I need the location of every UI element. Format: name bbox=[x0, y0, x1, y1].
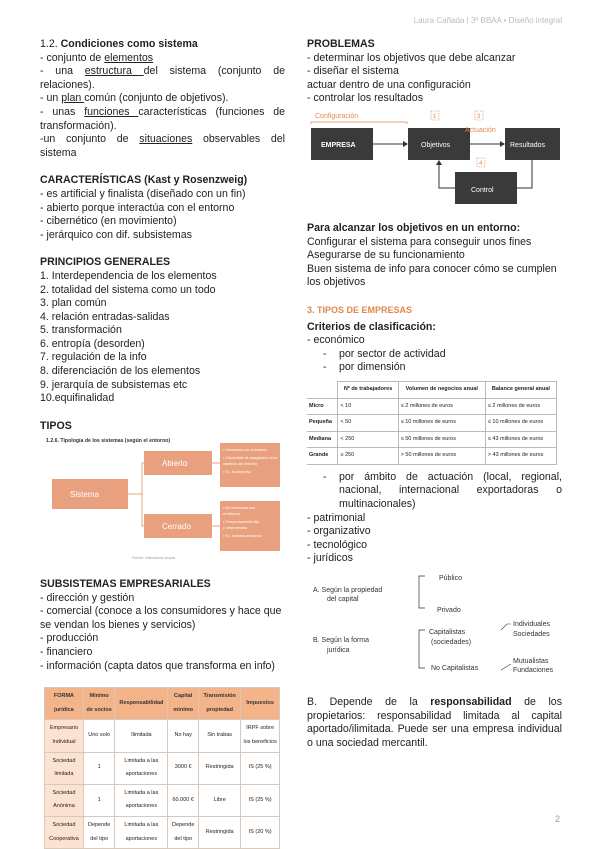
text: - un bbox=[40, 92, 62, 105]
list-item: Buen sistema de info para conocer cómo se cumplen los objetivos bbox=[307, 262, 557, 289]
list-item: - producción bbox=[40, 632, 99, 645]
table-cell: Depende del tipo bbox=[168, 816, 199, 848]
list-item: 3. plan común bbox=[40, 297, 107, 310]
section-title: SUBSISTEMAS EMPRESARIALES bbox=[40, 578, 211, 591]
text: del sistema (conjunto de relaciones). bbox=[40, 65, 285, 91]
table-cell: ≥ 250 bbox=[338, 448, 398, 465]
list-item: - patrimonial bbox=[307, 511, 366, 524]
table-cell: Limitada a las aportaciones bbox=[115, 784, 168, 816]
section-tipos bbox=[40, 420, 285, 566]
table-cell: IS (25 %) bbox=[241, 752, 280, 784]
section-title-text: Condiciones como sistema bbox=[60, 38, 198, 50]
list-item: 10.equifinalidad bbox=[40, 392, 115, 405]
table-cell: IRPF sobre los beneficios bbox=[241, 720, 280, 752]
list-item: 9. jerarquía de subsistemas etc bbox=[40, 378, 188, 391]
sociedades-paren-label: (sociedades) bbox=[431, 639, 472, 647]
column-header: FORMA jurídica bbox=[45, 688, 84, 720]
table-cell: Sociedad Anónima bbox=[45, 784, 84, 816]
section-principios bbox=[40, 256, 285, 406]
condition-item bbox=[40, 52, 285, 66]
column-header: Transmisión propiedad bbox=[199, 688, 241, 720]
text: - una bbox=[40, 65, 85, 78]
cerrado-note-line: • Comportamiento fijo bbox=[223, 520, 260, 525]
cerrado-note-line: • Ej.: sistema mecánico bbox=[223, 534, 263, 539]
table-cell: ≤ 43 millones de euros bbox=[485, 431, 556, 448]
cerrado-label: Cerrado bbox=[162, 522, 191, 532]
table-cell: > 43 millones de euros bbox=[485, 448, 556, 465]
text: común (conjunto de objetivos). bbox=[84, 92, 229, 105]
mutualistas-label: Mutualistas bbox=[513, 658, 549, 666]
list-item: 6. entropía (desorden) bbox=[40, 337, 145, 350]
step-number: 1 bbox=[433, 113, 437, 120]
table-header-row bbox=[45, 688, 280, 720]
column-header: Nº de trabajadores bbox=[338, 381, 398, 398]
list-item: 1. Interdependencia de los elementos bbox=[40, 269, 217, 282]
sub-item bbox=[307, 361, 562, 375]
actuacion-label: Actuación bbox=[465, 126, 496, 134]
no-capitalistas-label: No Capitalistas bbox=[431, 665, 479, 673]
column-header: Mínimo de socios bbox=[83, 688, 114, 720]
column-header bbox=[307, 381, 338, 398]
size-table bbox=[307, 381, 557, 465]
abierto-note-line: cambios del entorno bbox=[223, 462, 258, 467]
underlined-term: funciones bbox=[84, 105, 139, 118]
section-title: TIPOS bbox=[40, 419, 72, 432]
table-cell: Restringida bbox=[199, 816, 241, 848]
table-cell: IS (20 %) bbox=[241, 816, 280, 848]
text: de los propietarios: responsabilidad limitada al capital aportado/ilimitada. Puede ser una empresa individual o una sociedad mercantil. bbox=[307, 696, 562, 749]
abierto-note-line: • Interactúa con el entorno bbox=[223, 448, 268, 453]
list-item: 5. transformación bbox=[40, 324, 122, 337]
section-title: PRINCIPIOS GENERALES bbox=[40, 256, 171, 269]
page-number: 2 bbox=[554, 814, 560, 824]
text: - unas bbox=[40, 105, 85, 118]
list-item: 7. regulación de la info bbox=[40, 351, 147, 364]
diagram-caption: 1.2.6. Tipología de los sistemas (según el entorno) bbox=[46, 438, 171, 445]
list-item: - dirección y gestión bbox=[40, 591, 135, 604]
page-header: Laura Cañada | 3º BBAA • Diseño integral bbox=[413, 16, 562, 25]
list-item: - determinar los objetivos que debe alcanzar bbox=[307, 51, 516, 64]
table-cell: Libre bbox=[199, 784, 241, 816]
responsabilidad-paragraph bbox=[307, 696, 562, 750]
table-cell: ≤ 2 millones de euros bbox=[398, 398, 485, 415]
table-row bbox=[45, 720, 280, 752]
table-cell: ≤ 50 millones de euros bbox=[398, 431, 485, 448]
condition-item bbox=[40, 92, 285, 106]
table-cell: Ilimitada bbox=[115, 720, 168, 752]
list-item: - diseñar el sistema bbox=[307, 65, 399, 78]
list-item: actuar dentro de una configuración bbox=[307, 78, 471, 91]
list-item: Configurar el sistema para conseguir unos fines bbox=[307, 235, 532, 248]
list-item: - económico bbox=[307, 334, 365, 347]
underlined-term: estructura bbox=[84, 65, 144, 78]
column-header: Balance general anual bbox=[485, 381, 556, 398]
table-row bbox=[307, 448, 557, 465]
table-cell: Restringida bbox=[199, 752, 241, 784]
fundaciones-label: Fundaciones bbox=[513, 667, 554, 675]
list-item: - controlar los resultados bbox=[307, 92, 423, 105]
connector-bottom bbox=[128, 494, 144, 526]
table-cell: Sociedad limitada bbox=[45, 752, 84, 784]
arrowhead bbox=[436, 160, 442, 165]
legal-form-diagram bbox=[307, 568, 562, 684]
arrowhead bbox=[403, 141, 408, 147]
section-number: 1.2. bbox=[40, 38, 61, 50]
sistema-label: Sistema bbox=[70, 490, 99, 500]
bold-term: responsabilidad bbox=[430, 696, 512, 709]
list-item: - cibernético (en movimiento) bbox=[40, 215, 177, 228]
section-problemas bbox=[307, 38, 562, 106]
brace-b bbox=[419, 630, 425, 668]
table-cell: ≤ 2 millones de euros bbox=[485, 398, 556, 415]
underlined-term: plan bbox=[61, 92, 85, 105]
section-tipos-empresas bbox=[307, 304, 562, 566]
right-column bbox=[307, 38, 562, 750]
step-number: 4 bbox=[479, 160, 483, 167]
sub-item-text: por ámbito de actuación (local, regional, nacional, internacional exportadoras o multinacionales) bbox=[339, 470, 562, 511]
table-cell: Limitada a las aportaciones bbox=[115, 752, 168, 784]
condition-item bbox=[40, 106, 285, 133]
table-cell: Sociedad Cooperativa bbox=[45, 816, 84, 848]
sub-item-text: por sector de actividad bbox=[339, 347, 446, 360]
cerrado-note-line: el entorno bbox=[223, 512, 240, 517]
column-header: Impuestos bbox=[241, 688, 280, 720]
brace-a bbox=[419, 576, 425, 608]
list-item: 8. diferenciación de los elementos bbox=[40, 365, 201, 378]
abierto-note-line: • Capacidad de adaptación a los bbox=[223, 456, 278, 461]
diagram-footer: Fuente: elaboración propia bbox=[132, 556, 175, 561]
sub-item-text: por dimensión bbox=[339, 361, 406, 374]
list-item: - información (capta datos que transforma en info) bbox=[40, 659, 275, 672]
abierto-label: Abierto bbox=[162, 459, 188, 469]
resultados-label: Resultados bbox=[510, 141, 546, 149]
table-row bbox=[45, 816, 280, 848]
column-header: Volumen de negocios anual bbox=[398, 381, 485, 398]
column-header: Capital mínimo bbox=[168, 688, 199, 720]
arrowhead bbox=[500, 141, 505, 147]
dash: - bbox=[323, 347, 327, 360]
table-cell: Depende del tipo bbox=[83, 816, 114, 848]
table-cell: Limitada a las aportaciones bbox=[115, 816, 168, 848]
list-item: - jurídicos bbox=[307, 552, 353, 565]
list-item: - comercial (conoce a los consumidores y hace que se vendan los bienes y servicios) bbox=[40, 605, 282, 631]
abierto-note-line: • Ej.: la empresa bbox=[223, 470, 251, 475]
section-title: Para alcanzar los objetivos en un entorno: bbox=[307, 221, 521, 234]
criterion-a-label: A. Según la propiedad bbox=[313, 587, 383, 595]
connector bbox=[501, 624, 511, 630]
table-cell: Sin trabas bbox=[199, 720, 241, 752]
cerrado-note-line: • No interactúa con bbox=[223, 506, 256, 511]
list-item: - financiero bbox=[40, 646, 93, 658]
list-item: Asegurarse de su funcionamiento bbox=[307, 249, 465, 262]
table-cell: < 50 bbox=[338, 415, 398, 432]
table-cell: 1 bbox=[83, 752, 114, 784]
list-item: - es artificial y finalista (diseñado con un fin) bbox=[40, 187, 246, 200]
table-cell: 1 bbox=[83, 784, 114, 816]
flow-diagram bbox=[307, 108, 562, 208]
table-cell: Pequeña bbox=[307, 415, 338, 432]
table-cell: > 50 millones de euros bbox=[398, 448, 485, 465]
table-cell: < 250 bbox=[338, 431, 398, 448]
list-item: 2. totalidad del sistema como un todo bbox=[40, 283, 216, 296]
section-alcanzar bbox=[307, 222, 562, 290]
table-cell: ≤ 10 millones de euros bbox=[485, 415, 556, 432]
configuracion-label: Configuración bbox=[315, 112, 359, 120]
list-item: - abierto porque interactúa con el entorno bbox=[40, 201, 235, 214]
tipos-diagram bbox=[40, 433, 285, 561]
sub-item bbox=[307, 348, 562, 362]
forma-juridica-table bbox=[44, 687, 280, 849]
section-condiciones bbox=[40, 38, 285, 160]
arrow-resultados-control bbox=[517, 160, 532, 188]
empresa-label: EMPRESA bbox=[321, 141, 356, 149]
table-cell: 60.000 € bbox=[168, 784, 199, 816]
section-title: CARACTERÍSTICAS (Kast y Rosenzweig) bbox=[40, 174, 248, 187]
underlined-term: elementos bbox=[104, 51, 154, 64]
publico-label: Público bbox=[439, 575, 462, 583]
objetivos-label: Objetivos bbox=[421, 141, 451, 149]
table-cell: Uno solo bbox=[83, 720, 114, 752]
privado-label: Privado bbox=[437, 607, 461, 615]
connector bbox=[501, 664, 511, 670]
dash: - bbox=[323, 361, 327, 374]
section-title bbox=[40, 38, 285, 52]
text: observables del sistema bbox=[40, 133, 285, 159]
list-item: 4. relación entradas-salidas bbox=[40, 310, 170, 323]
capitalistas-label: Capitalistas bbox=[429, 629, 466, 637]
condition-item bbox=[40, 65, 285, 92]
text: -un conjunto de bbox=[40, 133, 140, 146]
individuales-label: Individuales bbox=[513, 621, 550, 629]
table-cell: 3000 € bbox=[168, 752, 199, 784]
section-title: PROBLEMAS bbox=[307, 38, 375, 50]
table-cell: Micro bbox=[307, 398, 338, 415]
text: características (funciones de transformación). bbox=[40, 105, 286, 132]
column-header: Responsabilidad bbox=[115, 688, 168, 720]
table-cell: < 10 bbox=[338, 398, 398, 415]
list-item: - organizativo bbox=[307, 525, 371, 538]
connector-top bbox=[128, 463, 144, 494]
criterion-b-label: B. Según la forma bbox=[313, 637, 370, 645]
criterion-b-label-2: jurídica bbox=[327, 647, 350, 655]
criteria-title: Criterios de clasificación: bbox=[307, 320, 436, 333]
table-cell: No hay bbox=[168, 720, 199, 752]
sub-item bbox=[307, 471, 562, 512]
section-caracteristicas bbox=[40, 174, 285, 242]
sociedades-label: Sociedades bbox=[513, 631, 550, 639]
configuracion-bracket bbox=[311, 122, 407, 124]
table-row bbox=[45, 784, 280, 816]
table-row bbox=[307, 415, 557, 432]
table-cell: Grande bbox=[307, 448, 338, 465]
table-header-row bbox=[307, 381, 557, 398]
section-subsistemas bbox=[40, 578, 285, 673]
cerrado-note-line: y determinado bbox=[223, 526, 248, 531]
table-cell: Mediana bbox=[307, 431, 338, 448]
section-heading: 3. TIPOS DE EMPRESAS bbox=[307, 304, 413, 315]
condition-item bbox=[40, 133, 285, 160]
list-item: - tecnológico bbox=[307, 538, 368, 551]
list-item: - jerárquico con dif. subsistemas bbox=[40, 228, 192, 241]
table-cell: IS (25 %) bbox=[241, 784, 280, 816]
text: B. Depende de la bbox=[307, 696, 431, 709]
control-label: Control bbox=[471, 186, 494, 194]
arrow-control-objetivos bbox=[439, 164, 455, 188]
underlined-term: situaciones bbox=[139, 133, 193, 146]
criterion-a-label-2: del capital bbox=[327, 596, 359, 604]
dash: - bbox=[323, 470, 327, 483]
table-row bbox=[307, 398, 557, 415]
text: - conjunto de bbox=[40, 51, 105, 64]
table-cell: Empresario Individual bbox=[45, 720, 84, 752]
step-number: 3 bbox=[477, 113, 481, 120]
left-column bbox=[40, 38, 285, 849]
table-cell: ≤ 10 millones de euros bbox=[398, 415, 485, 432]
table-row bbox=[45, 752, 280, 784]
table-row bbox=[307, 431, 557, 448]
